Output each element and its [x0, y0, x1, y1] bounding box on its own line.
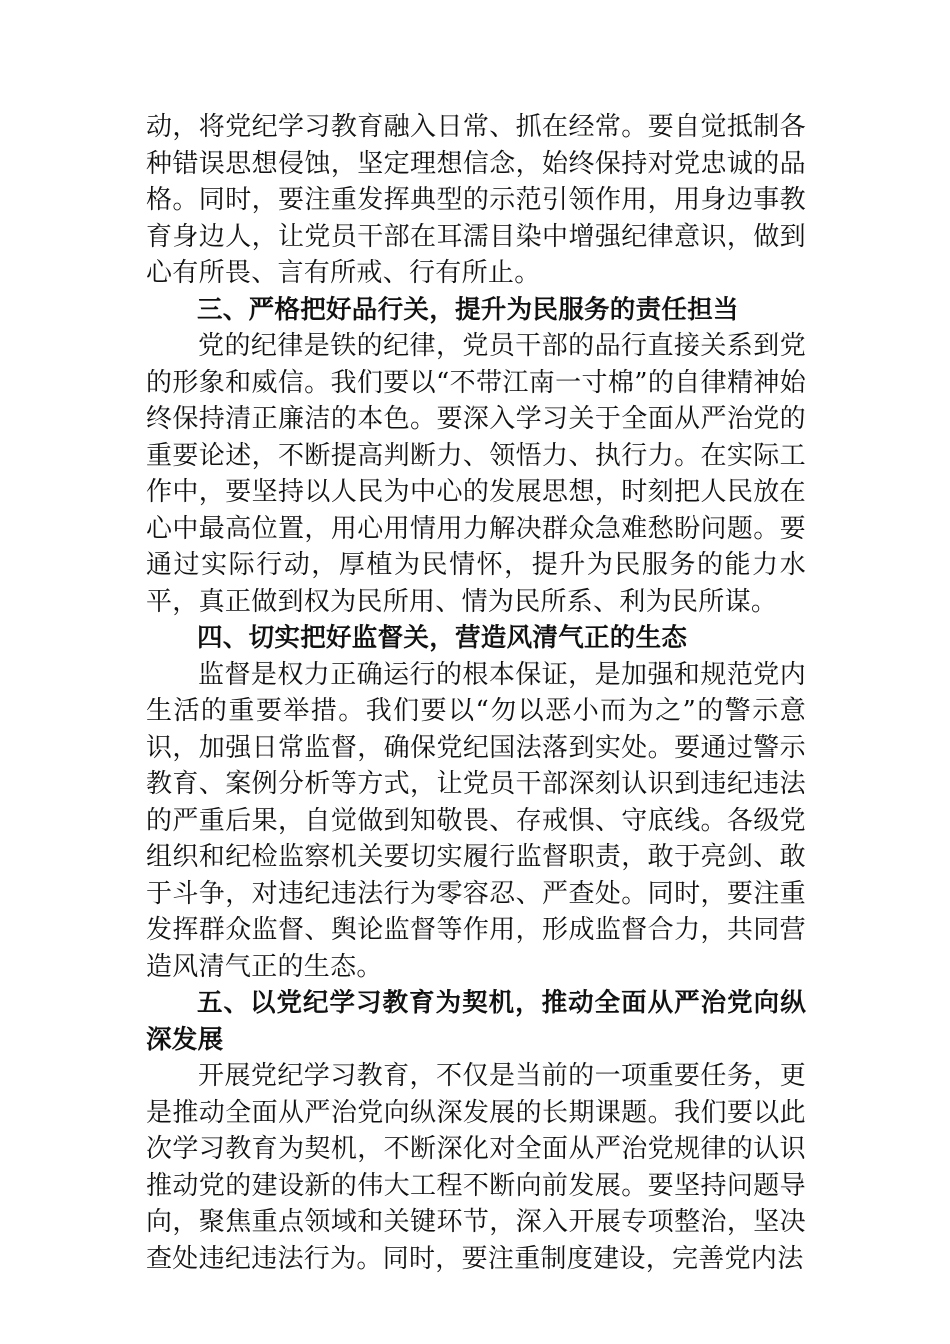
section-heading-4: 四、切实把好监督关，营造风清气正的生态 [197, 623, 688, 653]
document-page [146, 109, 806, 1277]
body-paragraph-2: 党的纪律是铁的纪律，党员干部的品行直接关系到党的形象和威信。我们要以“不带江南一寸棉”的自律精神始终保持清正廉洁的本色。要深入学习关于全面从严治党的重要论述，不断提高判断力、领悟力、执行力。在实际工作中，要坚持以人民为中心的发展思想，时刻把人民放在心中最高位置，用心用情用力解决群众急难愁盼问题。要通过实际行动，厚植为民情怀，提升为民服务的能力水平，真正做到权为民所用、情为民所系、利为民所谋。 [146, 331, 806, 617]
body-paragraph-3: 监督是权力正确运行的根本保证，是加强和规范党内生活的重要举措。我们要以“勿以恶小而为之”的警示意识，加强日常监督，确保党纪国法落到实处。要通过警示教育、案例分析等方式，让党员干部深刻认识到违纪违法的严重后果，自觉做到知敬畏、存戒惧、守底线。各级党组织和纪检监察机关要切实履行监督职责，敢于亮剑、敢于斗争，对违纪违法行为零容忍、严查处。同时，要注重发挥群众监督、舆论监督等作用，形成监督合力，共同营造风清气正的生态。 [146, 659, 806, 982]
section-heading-3: 三、严格把好品行关，提升为民服务的责任担当 [197, 294, 739, 325]
body-paragraph-1: 动，将党纪学习教育融入日常、抓在经常。要自觉抵制各种错误思想侵蚀，坚定理想信念，始终保持对党忠诚的品格。同时，要注重发挥典型的示范引领作用，用身边事教育身边人，让党员干部在耳濡目染中增强纪律意识，做到心有所畏、言有所戒、行有所止。 [146, 112, 806, 288]
body-paragraph-4: 开展党纪学习教育，不仅是当前的一项重要任务，更是推动全面从严治党向纵深发展的长期课题。我们要以此次学习教育为契机，不断深化对全面从严治党规律的认识推动党的建设新的伟大工程不断向前发展。要坚持问题导向，聚焦重点领域和关键环节，深入开展专项整治，坚决查处违纪违法行为。同时，要注重制度建设，完善党内法 [146, 1061, 806, 1274]
section-heading-5: 五、以党纪学习教育为契机，推动全面从严治党向纵深发展 [146, 988, 806, 1055]
